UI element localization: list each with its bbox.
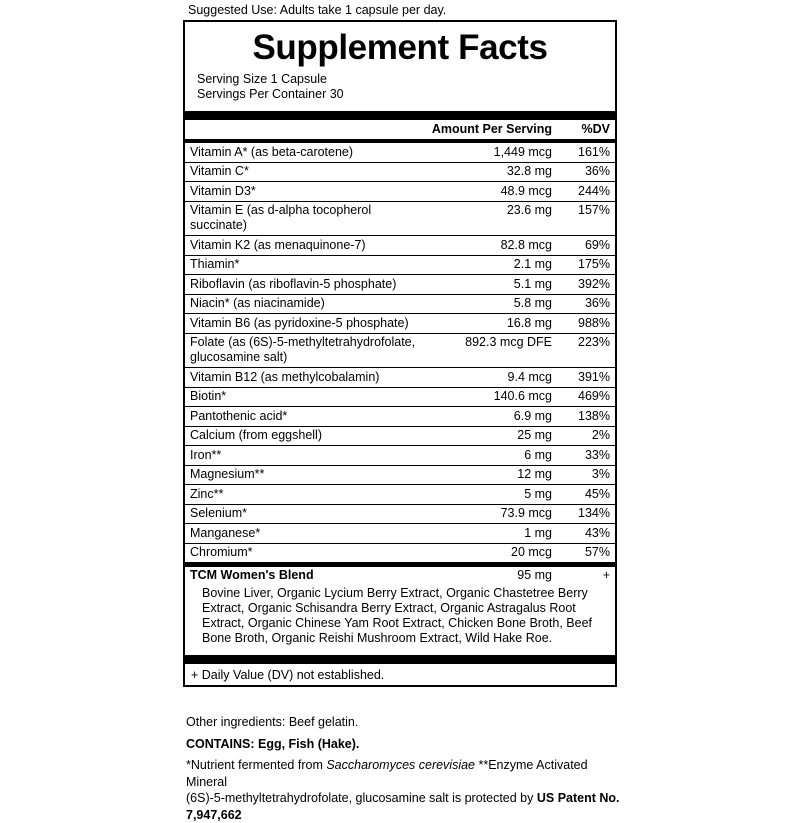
- nutrient-amount: 6.9 mg: [422, 407, 556, 427]
- nutrient-dv: 43%: [556, 524, 615, 544]
- nutrient-name: Magnesium**: [185, 465, 422, 485]
- nutrient-dv: 36%: [556, 162, 615, 182]
- patent-number: US Patent No. 7,947,662: [186, 791, 620, 822]
- blend-table: [185, 567, 615, 651]
- table-row: [185, 275, 615, 295]
- serving-size: Serving Size 1 Capsule: [197, 72, 327, 86]
- nutrient-name: Pantothenic acid*: [185, 407, 422, 427]
- nutrient-amount: 892.3 mcg DFE: [422, 333, 556, 368]
- nutrient-name: Iron**: [185, 446, 422, 466]
- nutrient-amount: 1,449 mcg: [422, 143, 556, 162]
- patent-note-pre: (6S)-5-methyltetrahydrofolate, glucosamine salt is protected by: [186, 791, 537, 805]
- nutrient-dv: 223%: [556, 333, 615, 368]
- table-row: [185, 368, 615, 388]
- nutrient-dv: 33%: [556, 446, 615, 466]
- nutrient-dv: 2%: [556, 426, 615, 446]
- table-row: [185, 387, 615, 407]
- nutrient-amount: 140.6 mcg: [422, 387, 556, 407]
- nutrient-name: Riboflavin (as riboflavin-5 phosphate): [185, 275, 422, 295]
- header-amount: Amount Per Serving: [431, 121, 552, 136]
- nutrient-amount: 23.6 mg: [422, 201, 556, 236]
- daily-value-footnote: + Daily Value (DV) not established.: [191, 668, 385, 682]
- nutrient-amount: 20 mcg: [511, 545, 552, 559]
- nutrient-amount: 6 mg: [422, 446, 556, 466]
- nutrient-amount: 5.1 mg: [422, 275, 556, 295]
- nutrient-dv: 57%: [584, 545, 610, 559]
- nutrient-dv: 134%: [556, 504, 615, 524]
- nutrient-dv: 3%: [556, 465, 615, 485]
- other-ingredients: Other ingredients: Beef gelatin.: [186, 715, 359, 729]
- nutrient-amount: 1 mg: [422, 524, 556, 544]
- nutrient-dv: 161%: [556, 143, 615, 162]
- nutrient-name: Vitamin C*: [185, 162, 422, 182]
- nutrient-amount: 32.8 mg: [422, 162, 556, 182]
- fermented-note-post: **Enzyme Activated Mineral: [186, 758, 588, 789]
- table-row: [185, 255, 615, 275]
- table-row: [185, 485, 615, 505]
- supplement-facts-panel: [183, 20, 617, 687]
- table-row: [185, 465, 615, 485]
- yeast-species: Saccharomyces cerevisiae: [326, 758, 476, 772]
- nutrient-name: Vitamin D3*: [185, 182, 422, 202]
- servings-per-container: Servings Per Container 30: [197, 87, 344, 101]
- table-row: [185, 446, 615, 466]
- nutrient-name: Niacin* (as niacinamide): [185, 294, 422, 314]
- nutrient-dv: 175%: [556, 255, 615, 275]
- patent-note: [186, 790, 626, 823]
- blend-dv: +: [602, 568, 610, 582]
- nutrient-name: Selenium*: [185, 504, 422, 524]
- table-row: [185, 236, 615, 256]
- nutrient-amount: 9.4 mcg: [422, 368, 556, 388]
- nutrient-name: Biotin*: [185, 387, 422, 407]
- header-name: [185, 120, 422, 139]
- table-row: [185, 426, 615, 446]
- nutrient-name: Vitamin E (as d-alpha tocopherol succinate): [185, 201, 422, 236]
- divider-thick-top: [185, 111, 615, 120]
- nutrient-amount: 2.1 mg: [422, 255, 556, 275]
- nutrient-name: Folate (as (6S)-5-methyltetrahydrofolate, glucosamine salt): [185, 333, 422, 368]
- blend-ingredients-row: [185, 585, 615, 650]
- table-row: [185, 294, 615, 314]
- nutrient-name: Zinc**: [185, 485, 422, 505]
- nutrient-dv: 36%: [556, 294, 615, 314]
- contains-allergens: CONTAINS: Egg, Fish (Hake).: [186, 736, 360, 751]
- nutrients-table: [185, 120, 615, 139]
- nutrient-dv: 69%: [556, 236, 615, 256]
- table-header-row: [185, 120, 615, 139]
- blend-name: TCM Women's Blend: [190, 568, 314, 582]
- table-row: [185, 543, 615, 562]
- blend-row: [185, 567, 615, 586]
- nutrient-dv: 988%: [556, 314, 615, 334]
- table-row: [185, 407, 615, 427]
- nutrient-dv: 469%: [556, 387, 615, 407]
- blend-ingredients: Bovine Liver, Organic Lycium Berry Extract, Organic Chastetree Berry Extract, Organic Schisandra Berry Extract, Organic Astragalus Root Extract, Organic Chinese Yam Root Extract, Chicken Bone Broth, Beef Bone Broth, Organic Reishi Mushroom Extract, Wild Hake Roe.: [202, 586, 592, 645]
- nutrient-amount: 12 mg: [422, 465, 556, 485]
- table-row: [185, 333, 615, 368]
- nutrients-rows: [185, 143, 615, 562]
- nutrient-amount: 48.9 mcg: [422, 182, 556, 202]
- table-row: [185, 162, 615, 182]
- nutrient-name: Vitamin B12 (as methylcobalamin): [185, 368, 422, 388]
- nutrient-amount: 25 mg: [422, 426, 556, 446]
- panel-title: Supplement Facts: [252, 28, 548, 67]
- nutrient-amount: 73.9 mcg: [422, 504, 556, 524]
- suggested-use-text: Suggested Use: Adults take 1 capsule per day.: [188, 3, 447, 17]
- nutrient-amount: 5 mg: [422, 485, 556, 505]
- fermented-note-pre: *Nutrient fermented from: [186, 758, 327, 772]
- nutrient-dv: 392%: [556, 275, 615, 295]
- table-row: [185, 201, 615, 236]
- nutrient-dv: 157%: [556, 201, 615, 236]
- table-row: [185, 314, 615, 334]
- nutrient-name: Chromium*: [190, 545, 253, 559]
- below-panel-text: [186, 714, 626, 823]
- divider-thick-bottom: [185, 655, 615, 664]
- nutrient-name: Vitamin B6 (as pyridoxine-5 phosphate): [185, 314, 422, 334]
- nutrient-dv: 138%: [556, 407, 615, 427]
- table-row: [185, 524, 615, 544]
- header-dv: %DV: [581, 121, 610, 136]
- nutrient-name: Vitamin A* (as beta-carotene): [185, 143, 422, 162]
- nutrient-amount: 82.8 mcg: [422, 236, 556, 256]
- nutrient-name: Calcium (from eggshell): [185, 426, 422, 446]
- nutrient-name: Manganese*: [185, 524, 422, 544]
- nutrient-dv: 391%: [556, 368, 615, 388]
- nutrient-dv: 45%: [556, 485, 615, 505]
- table-row: [185, 182, 615, 202]
- nutrient-dv: 244%: [556, 182, 615, 202]
- nutrient-name: Vitamin K2 (as menaquinone-7): [185, 236, 422, 256]
- fermented-note: [186, 757, 626, 790]
- table-row: [185, 143, 615, 162]
- nutrient-amount: 16.8 mg: [422, 314, 556, 334]
- table-row: [185, 504, 615, 524]
- nutrient-name: Thiamin*: [185, 255, 422, 275]
- nutrient-amount: 5.8 mg: [422, 294, 556, 314]
- blend-amount: 95 mg: [517, 568, 552, 582]
